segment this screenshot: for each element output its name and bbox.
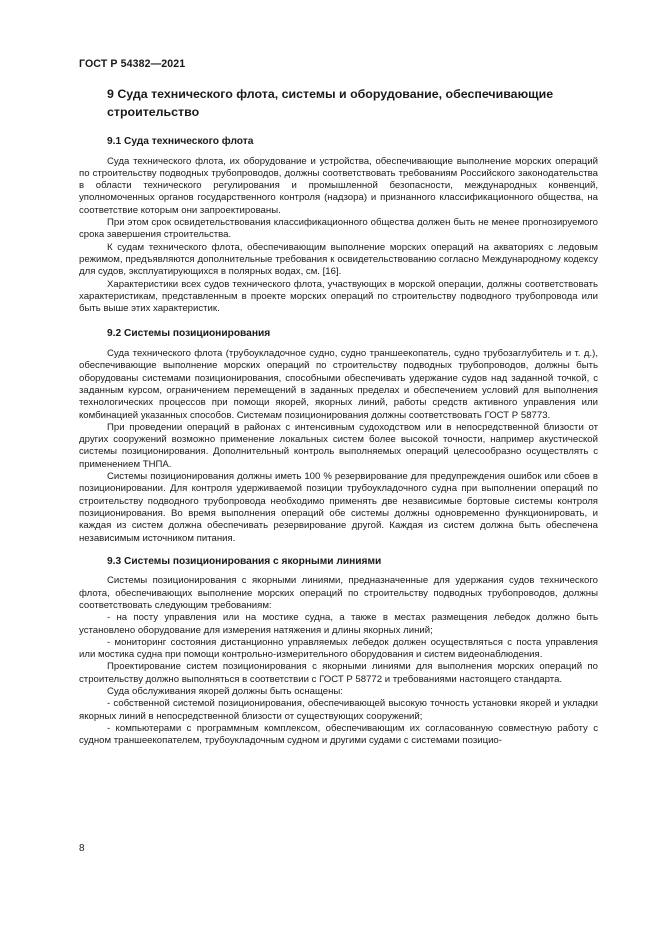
list-item: - мониторинг состояния дистанционно управляемых лебедок должен осуществляться с поста управления или мостика судна при помощи контрольно-измерительного оборудования и систем видеонаблюдения. [79,636,598,661]
paragraph: Системы позиционирования с якорными линиями, предназначенные для удержания судов технического флота, обеспечивающих выполнение морских операций по строительству подводных трубопроводов, должны соответствовать следующим требованиям: [79,575,598,611]
section-title: 9.3 Системы позиционирования с якорными линиями [107,555,382,567]
paragraph: Суда технического флота, их оборудование и устройства, обеспечивающие выполнение морских операций по строительству подводных трубопроводов, должны соответствовать требованиям Российского законодательства в области технического регулирования и промышленной безопасности, международных конвенций, уполномоченных органов государственного контроля (надзора) и признанного классификационного общества, на соответствие которым они запроектированы. [79,155,598,216]
paragraph: Суда технического флота (трубоукладочное судно, судно траншеекопатель, судно трубозаглубитель и т. д.), обеспечивающие выполнение морских операций по строительству подводных трубопроводов, должны быть оборудованы системами позиционирования, способными обеспечивать удержание судов над заданной точкой, с заданным курсом, ограничением перемещений в заданных пределах и обеспечением условий для выполнения технологических процессов при помощи якорей, якорных линий, работы средств активного управления или комбинацией указанных способов. Системам позиционирования должны соответствовать ГОСТ Р 58773. [79,348,598,421]
paragraph: При проведении операций в районах с интенсивным судоходством или в непосредственной близости от других сооружений возможно применение локальных систем более высокой точности, например акустической системы позиционирования. Дополнительный контроль выполняемых операций целесообразно осуществлять с применением ТНПА. [79,421,598,470]
page-number: 8 [79,843,85,854]
paragraph: Проектирование систем позиционирования с якорными линиями для выполнения морских операций по строительству должно выполняться в соответствии с ГОСТ Р 58772 и требованиями настоящего стандарта. [79,661,598,685]
paragraph: Характеристики всех судов технического флота, участвующих в морской операции, должны соответствовать характеристикам, представленным в проекте морских операций по строительству подводного трубопровода или быть выше этих характеристик. [79,278,598,315]
paragraph: При этом срок освидетельствования классификационного общества должен быть не менее прогнозируемого срока завершения строительства. [79,217,598,241]
list-item: - собственной системой позиционирования, обеспечивающей высокую точность установки якорей и укладки якорных линий в непосредственной близости от существующих сооружений; [79,698,598,722]
section-title: 9.2 Системы позиционирования [107,328,271,340]
paragraph: К судам технического флота, обеспечивающим выполнение морских операций на акваториях с ледовым режимом, предъявляются дополнительные требования к освидетельствованию согласно Международному кодексу для судов, эксплуатирующихся в полярных водах, см. [16]. [79,241,598,278]
section-title: 9.1 Суда технического флота [107,136,254,147]
chapter-title: 9 Суда технического флота, системы и оборудование, обеспечивающие строительство [107,87,554,119]
document-header: ГОСТ Р 54382—2021 [79,58,186,70]
section-9-3 [79,555,598,748]
section-9-2 [79,327,598,544]
paragraph: Системы позиционирования должны иметь 100 % резервирование для предупреждения ошибок или сбоев в позиционировании. Для контроля удерживаемой позиции трубоукладочного судна при выполнении операций по строительству подводного трубопровода необходимо применять две независимые бортовые системы контроля позиционирования. Во время выполнения операций обе системы должны одновременно функционировать, и каждая из систем должна обеспечивать резервирование другой. Каждая из систем должна быть обеспечена независимым источником питания. [79,471,598,544]
paragraph: Суда обслуживания якорей должны быть оснащены: [107,686,343,698]
section-9-1 [79,135,598,315]
document-body [79,86,598,758]
list-item: - на посту управления или на мостике судна, а также в местах размещения лебедок должно быть установлено оборудование для измерения натяжения и длины якорных линий; [79,612,598,636]
list-item: - компьютерами с программным комплексом, обеспечивающим их согласованную совместную работу с судном траншеекопателем, трубоукладочным судном и другими судами с системами позицио- [79,722,598,747]
